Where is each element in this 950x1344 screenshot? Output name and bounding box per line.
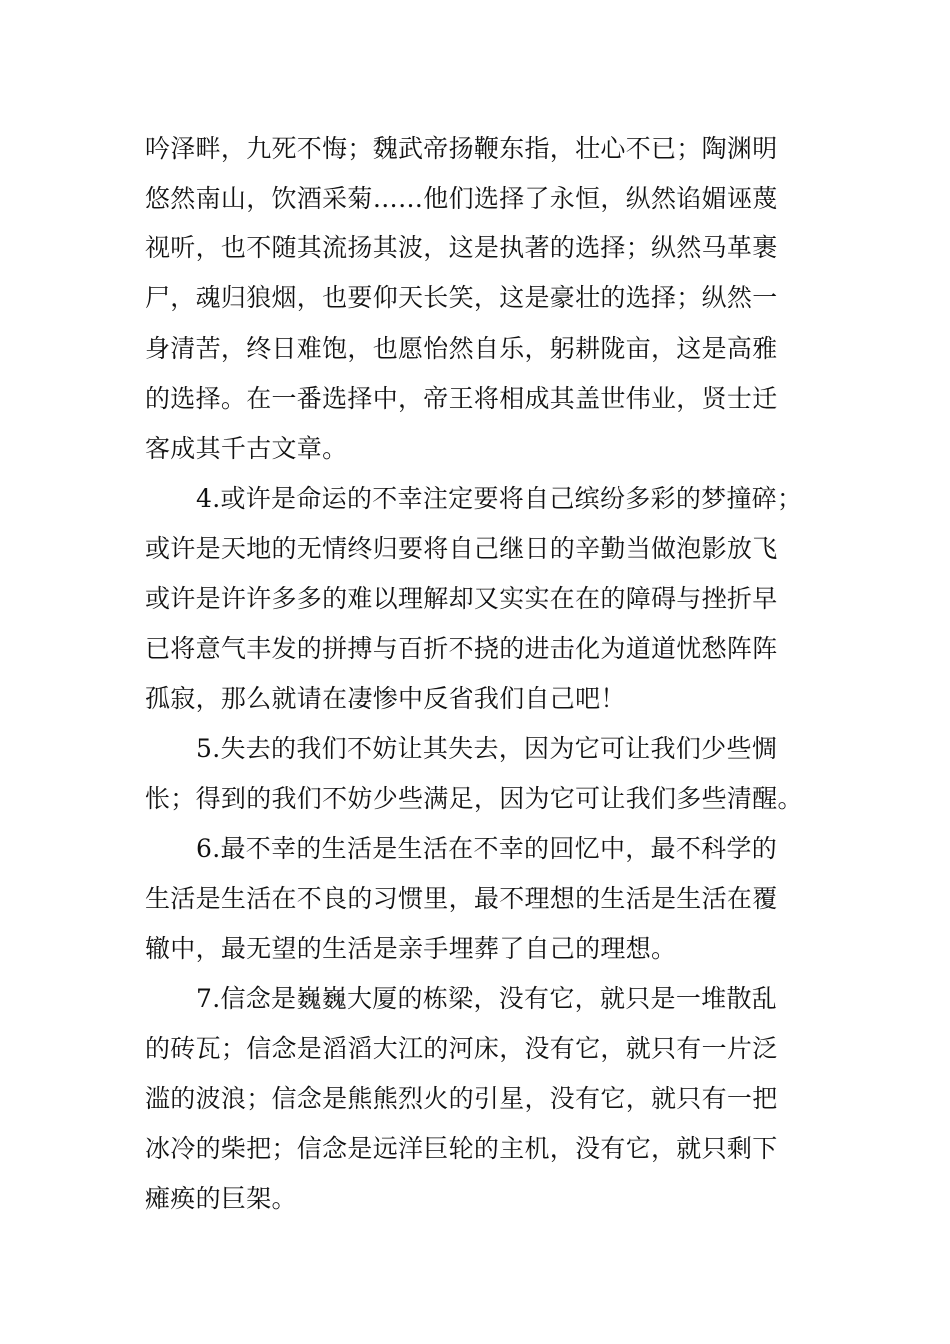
- text-line: 的选择。在一番选择中，帝王将相成其盖世伟业，贤士迁: [145, 384, 778, 413]
- text-line: 怅；得到的我们不妨少些满足，因为它可让我们多些清醒。: [145, 784, 803, 813]
- paragraph-7-first-line: 7.信念是巍巍大厦的栋梁，没有它，就只是一堆散乱: [196, 984, 778, 1013]
- text-line: 视听，也不随其流扬其波，这是执著的选择；纵然马革裹: [145, 233, 778, 262]
- paragraph-6-first-line: 6.最不幸的生活是生活在不幸的回忆中，最不科学的: [196, 834, 778, 863]
- text-line: 已将意气丰发的拼搏与百折不挠的进击化为道道忧愁阵阵: [145, 634, 778, 663]
- text-line: 或许是许许多多的难以理解却又实实在在的障碍与挫折早: [145, 584, 778, 613]
- text-line: 或许是天地的无情终归要将自己继日的辛勤当做泡影放飞: [145, 534, 778, 563]
- text-line: 客成其千古文章。: [145, 434, 348, 463]
- text-line: 尸，魂归狼烟，也要仰天长笑，这是豪壮的选择；纵然一: [145, 283, 778, 312]
- text-line: 冰冷的柴把；信念是远洋巨轮的主机，没有它，就只剩下: [145, 1134, 778, 1163]
- text-line: 身清苦，终日难饱，也愿怡然自乐，躬耕陇亩，这是高雅: [145, 334, 778, 363]
- text-line: 吟泽畔，九死不悔；魏武帝扬鞭东指，壮心不已；陶渊明: [145, 134, 778, 163]
- text-line: 滥的波浪；信念是熊熊烈火的引星，没有它，就只有一把: [145, 1084, 778, 1113]
- text-line: 生活是生活在不良的习惯里，最不理想的生活是生活在覆: [145, 884, 778, 913]
- paragraph-4-first-line: 4.或许是命运的不幸注定要将自己缤纷多彩的梦撞碎；: [196, 484, 803, 513]
- text-line: 的砖瓦；信念是滔滔大江的河床，没有它，就只有一片泛: [145, 1034, 778, 1063]
- text-line: 悠然南山，饮酒采菊……他们选择了永恒，纵然谄媚诬蔑: [145, 184, 778, 213]
- paragraph-5-first-line: 5.失去的我们不妨让其失去，因为它可让我们少些惆: [196, 734, 778, 763]
- text-line: 孤寂，那么就请在凄惨中反省我们自己吧！: [145, 684, 626, 713]
- text-line: 辙中，最无望的生活是亲手埋葬了自己的理想。: [145, 934, 677, 963]
- text-line: 瘫痪的巨架。: [145, 1184, 297, 1213]
